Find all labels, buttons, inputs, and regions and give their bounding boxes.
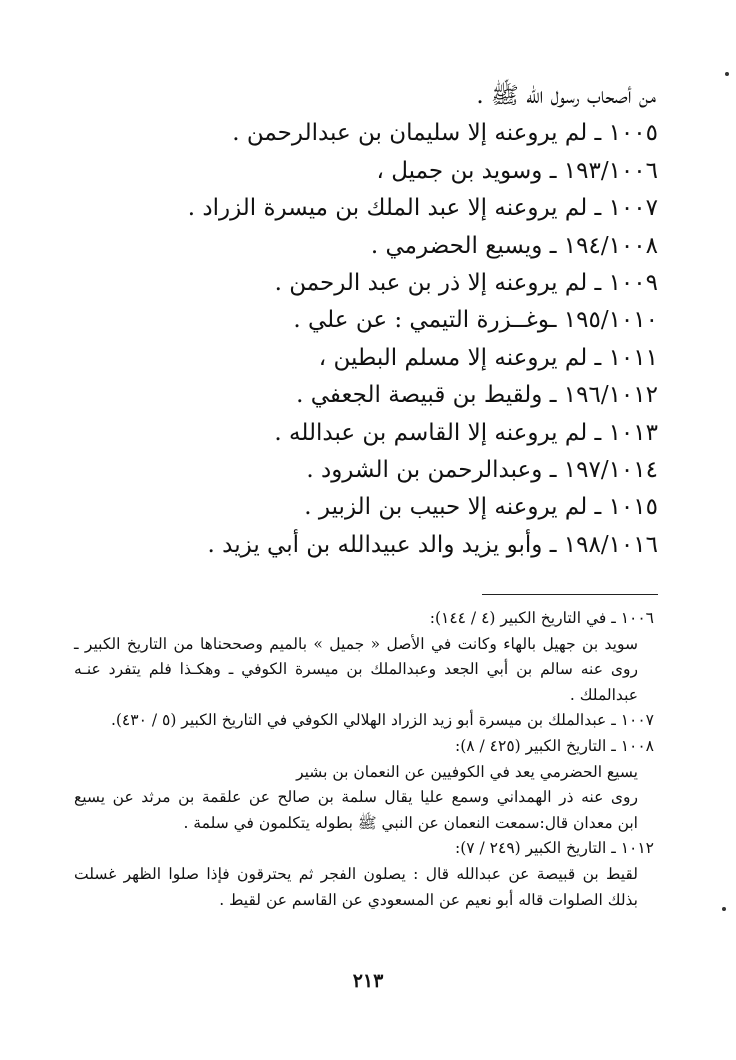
footnote-heading: ١٠٠٨ ـ التاريخ الكبير (٤٢٥ / ٨): [454,736,654,755]
main-line: ١٠١٣ ـ لم يروعنه إلا القاسم بن عبدالله . [274,419,658,446]
main-line: ١٠٠٧ ـ لم يروعنه إلا عبد الملك بن ميسرة الزراد . [187,195,658,222]
scan-speck [725,72,729,76]
main-line: ١٠٠٥ ـ لم يروعنه إلا سليمان بن عبدالرحمن . [232,120,658,147]
main-line: ١٩٣/١٠٠٦ ـ وسويد بن جميل ، [376,157,658,184]
footnote-heading: ١٠٠٧ ـ عبدالملك بن ميسرة أبو زيد الزراد الهلالي الكوفي في التاريخ الكبير (٥ / ٤٣٠). [110,711,654,730]
footnote-line: روى عنه ذر الهمداني وسمع عليا يقال سلمة بن صالح عن علقمة بن مرثد عن يسيع [74,788,638,807]
footnote-line: يسيع الحضرمي يعد في الكوفيين عن النعمان بن بشير [296,762,638,781]
main-line: ١٠١١ ـ لم يروعنه إلا مسلم البطين ، [318,344,658,371]
footnote-line: لقيط بن قبيصة عن عبدالله قال : يصلون الفجر ثم يحترقون فإذا صلوا الظهر غسلت [74,864,638,883]
main-line: ١٩٤/١٠٠٨ ـ ويسيع الحضرمي . [370,232,658,259]
main-line: من أصحاب رسول الله ﷺ . [476,83,656,109]
footnote-line: ابن معدان قال:سمعت النعمان عن النبي ﷺ بطوله يتكلمون في سلمة . [183,813,638,832]
main-line: ١٠١٥ ـ لم يروعنه إلا حبيب بن الزبير . [304,494,658,521]
footnote-line: سويد بن جهيل بالهاء وكانت في الأصل « جميل » بالميم وصححناها من التاريخ الكبير ـ [74,634,638,653]
footnote-divider [482,594,658,595]
footnote-line: عبدالملك . [569,685,638,704]
footnote-heading: ١٠٠٦ ـ في التاريخ الكبير (٤ / ١٤٤): [429,609,654,627]
footnote-heading: ١٠١٢ ـ التاريخ الكبير (٢٤٩ / ٧): [454,839,654,858]
main-line: ١٩٧/١٠١٤ ـ وعبدالرحمن بن الشرود . [306,456,658,483]
scan-speck [722,907,726,911]
footnote-line: بذلك الصلوات قاله أبو نعيم عن المسعودي عن القاسم عن لقيط . [219,890,638,909]
footnotes [74,606,654,913]
main-line: ١٩٨/١٠١٦ ـ وأبو يزيد والد عبيدالله بن أبي يزيد . [207,531,658,558]
main-line: ١٩٦/١٠١٢ ـ ولقيط بن قبيصة الجعفي . [296,382,658,409]
main-line: ١٩٥/١٠١٠ ـوغــزرة التيمي : عن علي . [293,307,658,334]
footnote-line: روى عنه سالم بن أبي الجعد وعبدالملك بن ميسرة الكوفي ـ وهكـذا فلم يتفرد عنـه [74,660,638,679]
main-line: ١٠٠٩ ـ لم يروعنه إلا ذر بن عبد الرحمن . [274,269,658,296]
main-text [138,78,658,564]
page-number: ٢١٣ [352,970,384,992]
